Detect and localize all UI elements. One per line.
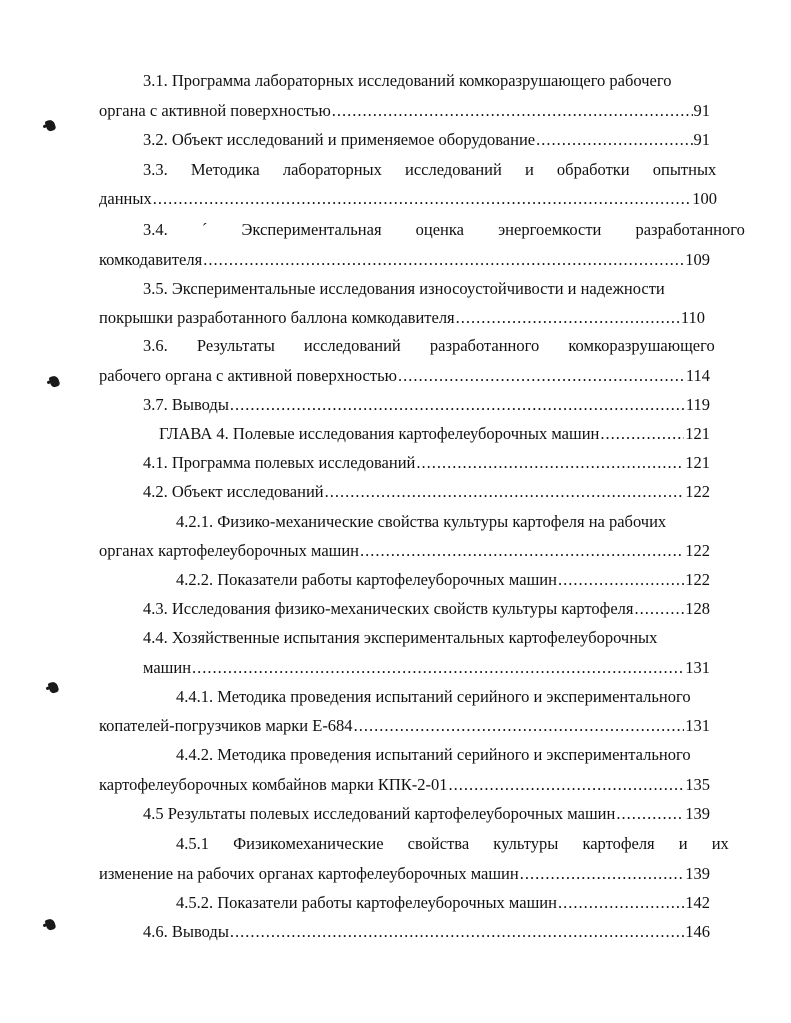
leader-dots	[416, 453, 684, 473]
toc-entry-4-1	[143, 453, 710, 473]
toc-entry-4-4-line1	[143, 628, 718, 648]
toc-text: 3.7. Выводы	[143, 395, 229, 414]
leader-dots	[354, 716, 685, 736]
page-number: 122	[685, 570, 710, 589]
toc-entry-4-4-2-line1	[176, 745, 718, 765]
toc-entry-4-5-1-line1	[176, 834, 729, 854]
page-number: 109	[685, 250, 710, 269]
page-number: 139	[685, 804, 710, 823]
toc-text: 4.4.1. Методика проведения испытаний серийного и экспериментального	[176, 687, 691, 706]
toc-text: 3.1. Программа лабораторных исследований комкоразрушающего рабочего	[143, 71, 672, 90]
toc-text: 4.6. Выводы	[143, 922, 229, 941]
leader-dots	[449, 775, 685, 795]
toc-entry-3-5-line1	[143, 279, 710, 299]
scan-mark-icon	[45, 119, 57, 132]
toc-entry-3-5-line2	[99, 308, 705, 328]
toc-text: данных	[99, 189, 152, 208]
leader-dots	[558, 893, 684, 913]
page-number: 131	[685, 716, 710, 735]
page-number: 142	[685, 893, 710, 912]
toc-text: 3.2. Объект исследований и применяемое оборудование	[143, 130, 536, 149]
toc-entry-4-2-1-line1	[176, 512, 718, 532]
toc-entry-4-5	[143, 804, 710, 824]
leader-dots	[456, 308, 680, 328]
leader-dots	[520, 864, 685, 884]
toc-text: 4.3. Исследования физико-механических свойств культуры картофеля	[143, 599, 634, 618]
page-number: 122	[685, 541, 710, 560]
page-number: 119	[685, 395, 710, 414]
toc-entry-4-2	[143, 482, 710, 502]
leader-dots	[600, 424, 684, 444]
toc-entry-3-2	[143, 130, 710, 150]
leader-dots	[192, 658, 684, 678]
toc-entry-4-2-1-line2	[99, 541, 710, 561]
leader-dots	[332, 101, 693, 121]
leader-dots	[230, 922, 684, 942]
toc-text: 4.2. Объект исследований	[143, 482, 324, 501]
leader-dots	[360, 541, 684, 561]
toc-text: машин	[143, 658, 192, 677]
toc-entry-3-3-line1	[143, 160, 718, 180]
scan-mark-icon	[45, 918, 57, 931]
page-number: 121	[685, 453, 710, 472]
leader-dots	[635, 599, 685, 619]
toc-text: 3.5. Экспериментальные исследования износоустойчивости и надежности	[143, 279, 665, 298]
toc-text: 4.5 Результаты полевых исследований картофелеуборочных машин	[143, 804, 616, 823]
toc-entry-4-6	[143, 922, 710, 942]
leader-dots	[153, 189, 692, 209]
page-number: 110	[680, 308, 705, 327]
toc-text: 3.6. Результаты исследований разработанного комкоразрушающего	[143, 336, 715, 355]
page-number: 146	[685, 922, 710, 941]
toc-text: 4.2.1. Физико-механические свойства культуры картофеля на рабочих	[176, 512, 667, 531]
toc-entry-3-3-line2	[99, 189, 717, 209]
toc-entry-4-4-1-line1	[176, 687, 710, 707]
toc-text: картофелеуборочных комбайнов марки КПК-2-01	[99, 775, 448, 794]
page-number: 91	[693, 101, 710, 120]
toc-text: 4.5.1 Физикомеханические свойства культуры картофеля и их	[176, 834, 729, 853]
toc-text: 4.1. Программа полевых исследований	[143, 453, 416, 472]
toc-text: 4.4. Хозяйственные испытания экспериментальных картофелеуборочных	[143, 628, 658, 647]
toc-text: 3.4. ´ Экспериментальная оценка энергоемкости разработанного	[143, 220, 745, 239]
page-number: 122	[685, 482, 710, 501]
page-number: 91	[693, 130, 710, 149]
toc-entry-4-3	[143, 599, 710, 619]
toc-text: 4.2.2. Показатели работы картофелеуборочных машин	[176, 570, 557, 589]
leader-dots	[558, 570, 684, 590]
toc-text: ГЛАВА 4. Полевые исследования картофелеуборочных машин	[159, 424, 600, 443]
toc-entry-3-7	[143, 395, 710, 415]
leader-dots	[616, 804, 684, 824]
toc-entry-chapter-4	[159, 424, 710, 444]
toc-text: изменение на рабочих органах картофелеуборочных машин	[99, 864, 519, 883]
scan-mark-icon	[48, 681, 60, 694]
leader-dots	[398, 366, 685, 386]
toc-entry-3-4-line1	[143, 220, 745, 240]
toc-entry-4-5-1-line2	[99, 864, 710, 884]
toc-text: комкодавителя	[99, 250, 203, 269]
page-number: 135	[685, 775, 710, 794]
toc-entry-3-1-line1	[143, 71, 718, 91]
toc-text: органах картофелеуборочных машин	[99, 541, 360, 560]
toc-entry-4-2-2	[176, 570, 710, 590]
toc-entry-4-5-2	[176, 893, 710, 913]
leader-dots	[536, 130, 692, 150]
leader-dots	[203, 250, 684, 270]
leader-dots	[325, 482, 685, 502]
toc-entry-4-4-1-line2	[99, 716, 710, 736]
page-number: 131	[685, 658, 710, 677]
toc-entry-3-6-line2	[99, 366, 710, 386]
page-number: 121	[685, 424, 710, 443]
toc-text: 4.5.2. Показатели работы картофелеуборочных машин	[176, 893, 557, 912]
toc-entry-4-4-2-line2	[99, 775, 710, 795]
page-number: 100	[692, 189, 717, 208]
toc-entry-4-4-line2	[143, 658, 710, 678]
toc-entry-3-1-line2	[99, 101, 710, 121]
toc-text: 4.4.2. Методика проведения испытаний серийного и экспериментального	[176, 745, 691, 764]
toc-text: покрышки разработанного баллона комкодавителя	[99, 308, 455, 327]
toc-text: рабочего органа с активной поверхностью	[99, 366, 397, 385]
page-number: 114	[685, 366, 710, 385]
scan-mark-icon	[49, 375, 61, 388]
page-number: 139	[685, 864, 710, 883]
toc-entry-3-6-line1	[143, 336, 715, 356]
leader-dots	[230, 395, 685, 415]
toc-text: 3.3. Методика лабораторных исследований и обработки опытных	[143, 160, 717, 179]
page-number: 128	[685, 599, 710, 618]
toc-text: копателей-погрузчиков марки Е-684	[99, 716, 353, 735]
toc-entry-3-4-line2	[99, 250, 710, 270]
toc-text: органа с активной поверхностью	[99, 101, 331, 120]
